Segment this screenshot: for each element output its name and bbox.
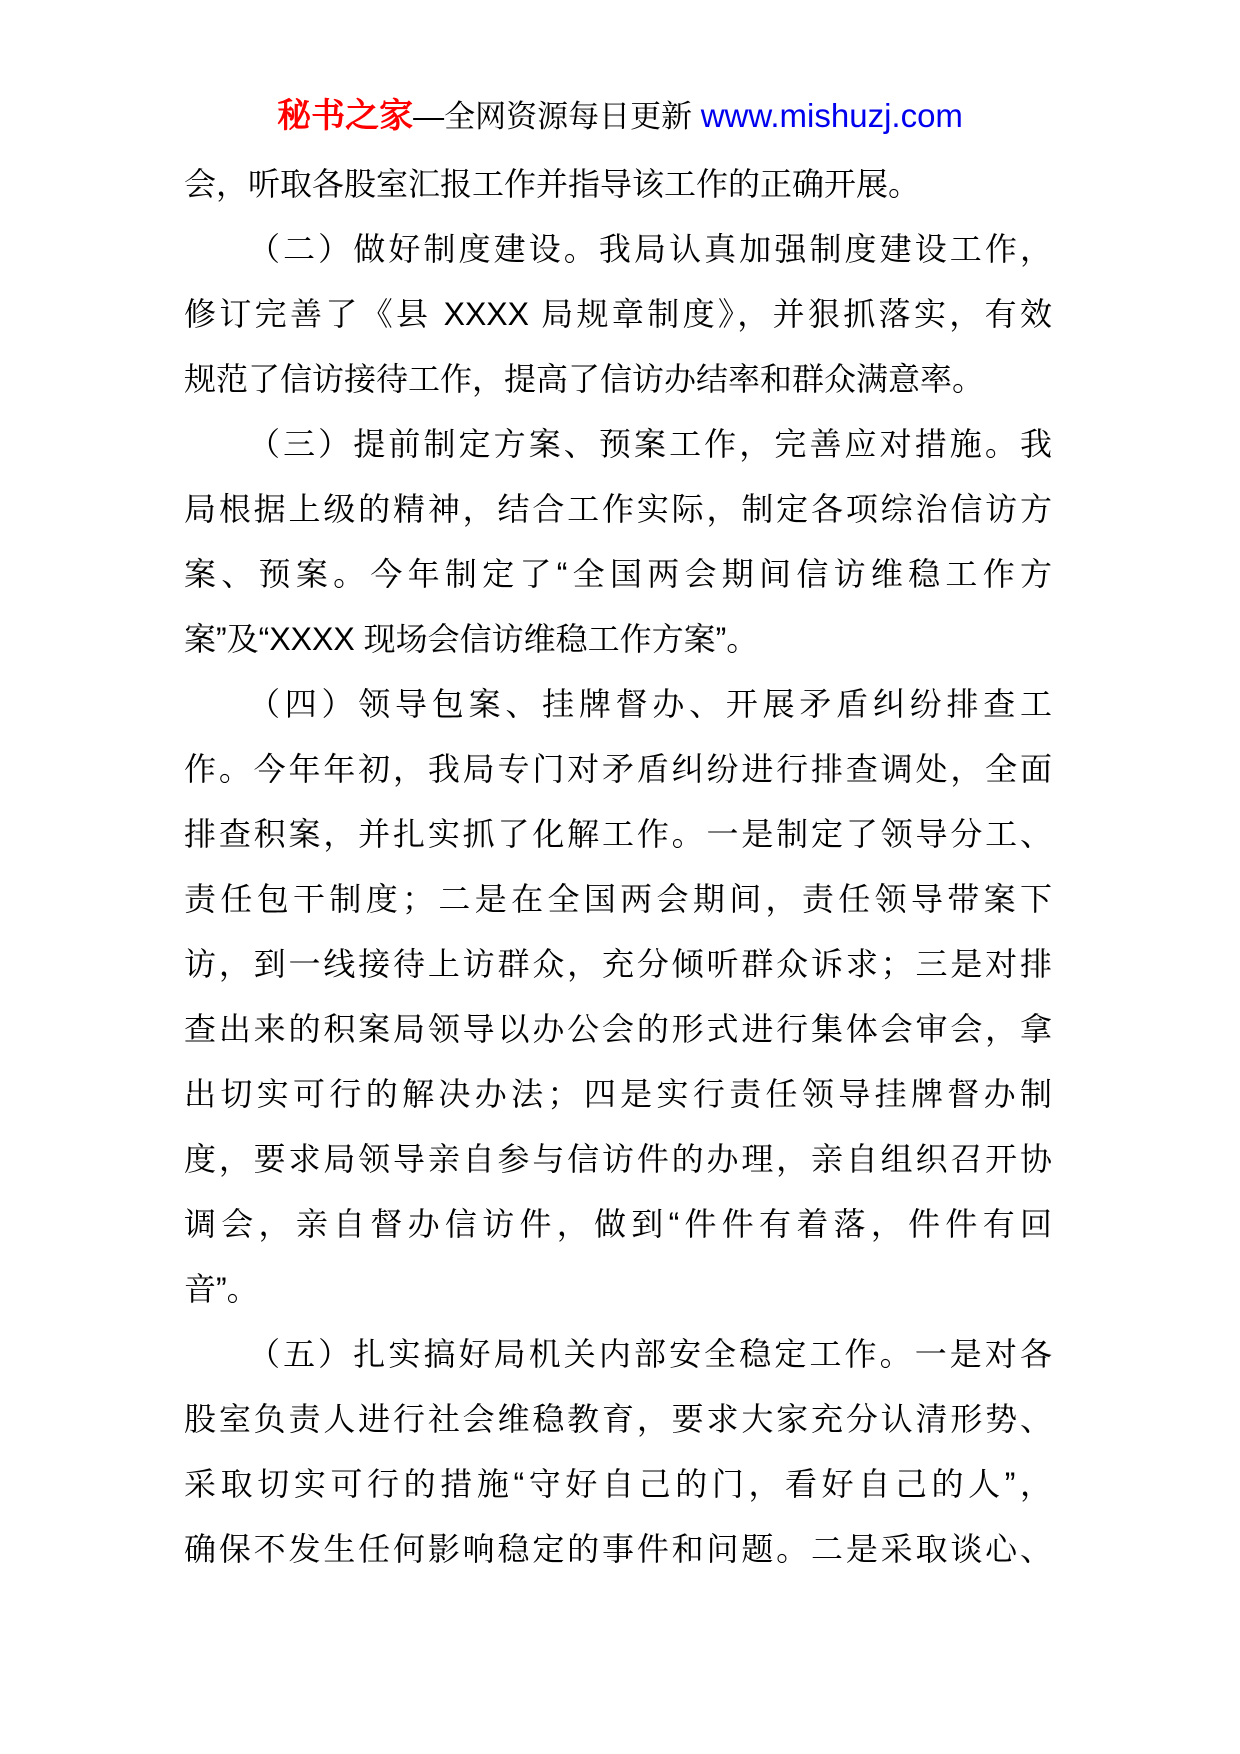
text-line: 访，到一线接待上访群众，充分倾听群众诉求；三是对排 — [184, 946, 1052, 982]
header-tagline: —全网资源每日更新 — [413, 99, 701, 134]
text-line: （四）领导包案、挂牌督办、开展矛盾纠纷排查工 — [248, 686, 1052, 722]
text-line: 调会，亲自督办信访件，做到“件件有着落，件件有回 — [184, 1206, 1052, 1242]
site-url-link[interactable]: www.mishuzj.com — [700, 97, 963, 134]
text-line: 度，要求局领导亲自参与信访件的办理，亲自组织召开协 — [184, 1141, 1052, 1177]
text-line: 修订完善了《县 XXXX 局规章制度》，并狠抓落实，有效 — [184, 296, 1052, 332]
text-line: 股室负责人进行社会维稳教育，要求大家充分认清形势、 — [184, 1401, 1052, 1437]
text-line: 排查积案，并扎实抓了化解工作。一是制定了领导分工、 — [184, 816, 1052, 852]
text-line: （五）扎实搞好局机关内部安全稳定工作。一是对各 — [248, 1336, 1052, 1372]
site-name-text: 秘书之家 — [277, 97, 414, 135]
text-line: 规范了信访接待工作，提高了信访办结率和群众满意率。 — [184, 361, 985, 397]
text-line: 案”及“XXXX 现场会信访维稳工作方案”。 — [184, 621, 759, 657]
text-line: 查出来的积案局领导以办公会的形式进行集体会审会，拿 — [184, 1011, 1052, 1047]
text-line: 音”。 — [184, 1271, 259, 1307]
text-line: 案、预案。今年制定了“全国两会期间信访维稳工作方 — [184, 556, 1052, 592]
text-line: （三）提前制定方案、预案工作，完善应对措施。我 — [248, 426, 1052, 462]
document-body — [184, 152, 1052, 1582]
text-line: （二）做好制度建设。我局认真加强制度建设工作， — [248, 231, 1052, 267]
text-line: 采取切实可行的措施“守好自己的门，看好自己的人”， — [184, 1466, 1052, 1502]
text-line: 作。今年年初，我局专门对矛盾纠纷进行排查调处，全面 — [184, 751, 1052, 787]
text-line: 会，听取各股室汇报工作并指导该工作的正确开展。 — [184, 166, 921, 202]
text-line: 局根据上级的精神，结合工作实际，制定各项综治信访方 — [184, 491, 1052, 527]
page-header — [0, 94, 1240, 145]
text-line: 确保不发生任何影响稳定的事件和问题。二是采取谈心、 — [184, 1531, 1052, 1567]
text-line: 责任包干制度；二是在全国两会期间，责任领导带案下 — [184, 881, 1052, 917]
text-line: 出切实可行的解决办法；四是实行责任领导挂牌督办制 — [184, 1076, 1052, 1112]
